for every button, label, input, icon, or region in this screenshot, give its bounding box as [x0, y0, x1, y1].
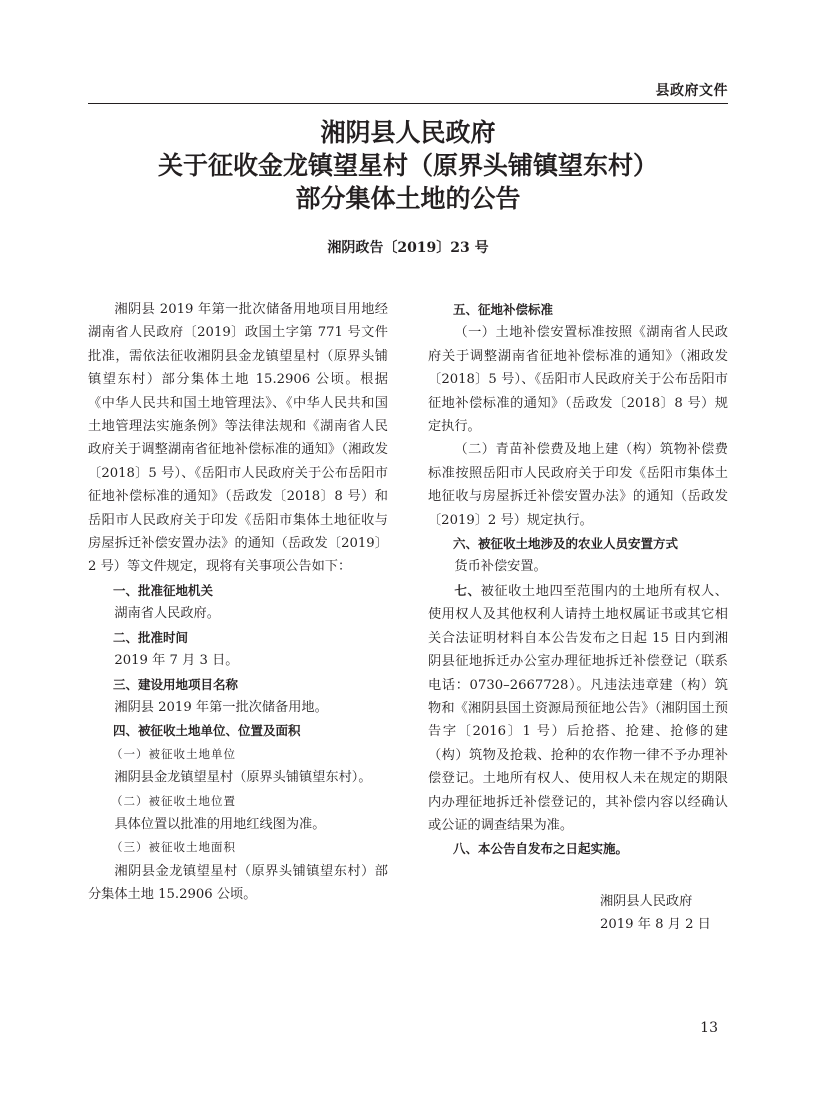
section-heading: 四、被征收土地单位、位置及面积 — [113, 723, 301, 739]
section-heading: 一、批准征地机关 — [113, 582, 214, 598]
subsection-heading: （二）被征收土地位置 — [111, 793, 236, 808]
title-line-3: 部分集体土地的公告 — [295, 184, 521, 213]
section-text: 湖南省人民政府。 — [114, 606, 220, 622]
section-heading: 二、批准时间 — [113, 629, 189, 645]
right-column — [428, 298, 728, 861]
section-heading: 六、被征收土地涉及的农业人员安置方式 — [453, 536, 679, 552]
page-number: 13 — [700, 1020, 718, 1036]
section-heading: 三、建设用地项目名称 — [113, 676, 239, 692]
intro-paragraph: 湘阴县 2019 年第一批次储备用地项目用地经湖南省人民政府〔2019〕政国土字第 771 号文件批准，需依法征收湘阴县金龙镇望星村（原界头铺镇望东村）部分集体土地 15.2906 公顷。根据《中华人民共和国土地管理法》、《中华人民共和国土地管理法实施条例》等法律法规和《湖南省人民政府关于调整湖南省征地补偿标准的通知》（湘政发〔2018〕5 号）、《岳阳市人民政府关于公布岳阳市征地补偿标准的通知》（岳政发〔2018〕8 号）和岳阳市人民政府关于印发《岳阳市集体土地征收与房屋拆迁补偿安置办法》的通知（岳政发〔2019〕2 号）等文件规定，现将有关事项公告如下： — [88, 302, 388, 575]
signature-block — [600, 890, 711, 937]
title-line-2: 关于征收金龙镇望星村（原界头铺镇望东村） — [157, 151, 658, 180]
section-heading: 七、 — [454, 582, 481, 598]
section-seven-paragraph — [428, 579, 728, 837]
subsection-heading: （三）被征收土地面积 — [111, 840, 236, 855]
document-title — [88, 116, 728, 215]
section-heading: 五、征地补偿标准 — [453, 302, 554, 317]
header-divider — [88, 103, 728, 104]
section-text: 具体位置以批准的用地红线图为准。 — [114, 816, 326, 832]
title-line-1: 湘阴县人民政府 — [320, 118, 496, 147]
section-text: 被征收土地四至范围内的土地所有权人、使用权人及其他权利人请持土地权属证书或其它相关合法证明材料自本公告发布之日起 15 日内到湘阴县征地拆迁办公室办理征地拆迁补偿登记（联系电话：0730–2667728）。凡违法违章建（构）筑物和《湘阴县国土资源局预征地公告》（湘阴国土预告字〔2016〕1 号）后抢搭、抢建、抢修的建（构）筑物及抢栽、抢种的农作物一律不予办理补偿登记。土地所有权人、使用权人未在规定的期限内办理征地拆迁补偿登记的，其补偿内容以经确认或公证的调查结果为准。 — [428, 583, 728, 833]
section-text: （二）青苗补偿费及地上建（构）筑物补偿费标准按照岳阳市人民政府关于印发《岳阳市集体土地征收与房屋拆迁补偿安置办法》的通知（岳政发〔2019〕2 号）规定执行。 — [428, 442, 728, 528]
section-text: 湘阴县金龙镇望星村（原界头铺镇望东村）。 — [114, 770, 372, 786]
subsection-heading: （一）被征收土地单位 — [111, 746, 236, 761]
signature-org: 湘阴县人民政府 — [600, 894, 693, 909]
section-text: 货币补偿安置。 — [454, 559, 547, 575]
signature-date: 2019 年 8 月 2 日 — [600, 917, 711, 933]
section-text: （一）土地补偿安置标准按照《湖南省人民政府关于调整湖南省征地补偿标准的通知》（湘政发〔2018〕5 号）、《岳阳市人民政府关于公布岳阳市征地补偿标准的通知》（岳政发〔2018〕8 号）规定执行。 — [428, 325, 728, 435]
section-text: 湘阴县金龙镇望星村（原界头铺镇望东村）部分集体土地 15.2906 公顷。 — [88, 863, 388, 903]
section-heading: 八、本公告自发布之日起实施。 — [453, 841, 629, 857]
document-number: 湘阴政告〔2019〕23 号 — [327, 240, 489, 256]
section-text: 2019 年 7 月 3 日。 — [114, 653, 239, 669]
left-column — [88, 298, 388, 907]
section-label: 县政府文件 — [655, 83, 728, 99]
section-text: 湘阴县 2019 年第一批次储备用地。 — [114, 699, 328, 715]
